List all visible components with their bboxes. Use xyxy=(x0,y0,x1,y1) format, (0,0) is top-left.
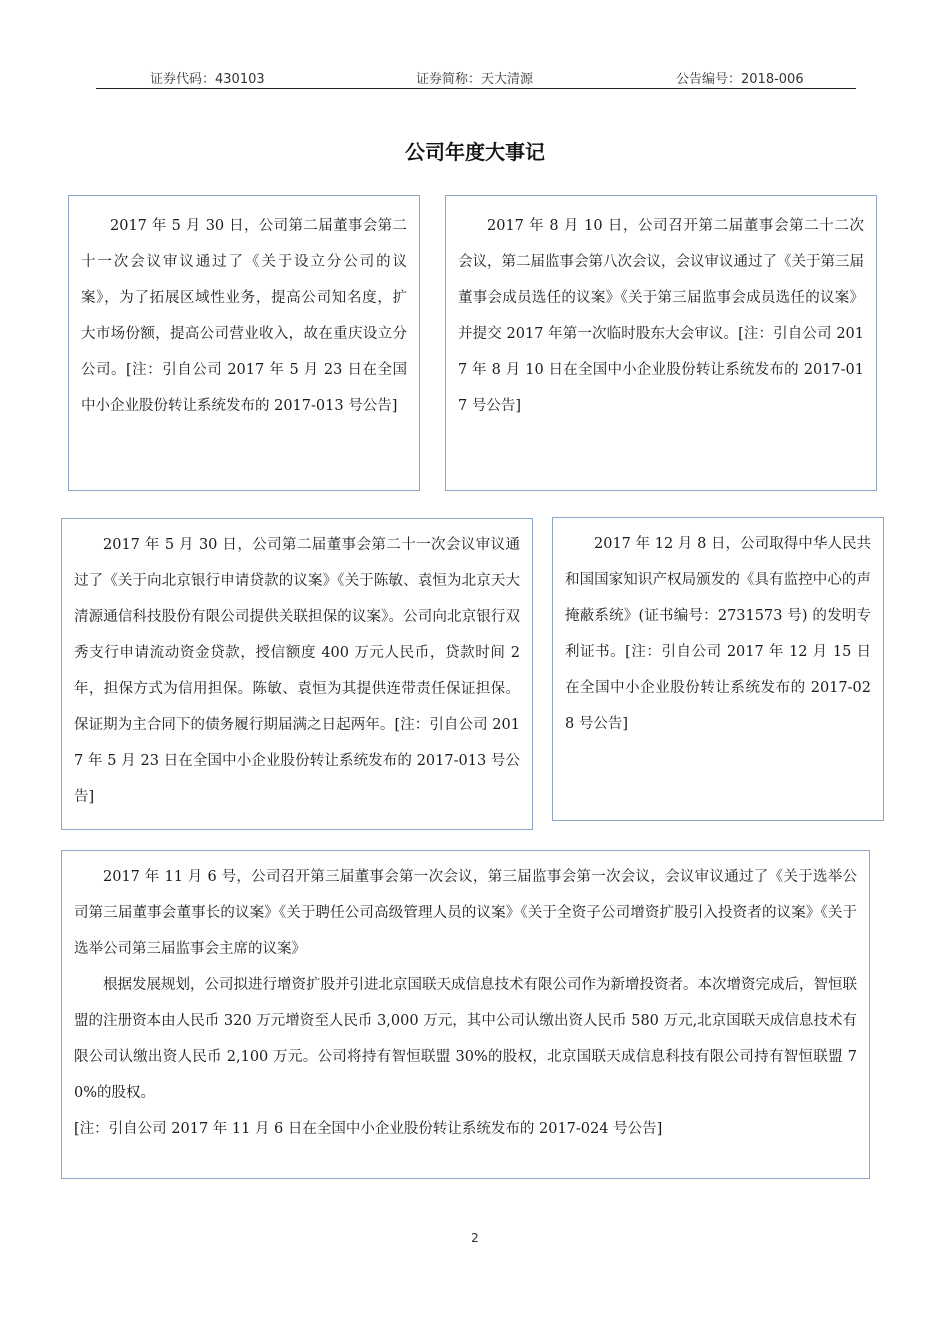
event-text: 根据发展规划，公司拟进行增资扩股并引进北京国联天成信息技术有限公司作为新增投资者。本次增资完成后，智恒联盟的注册资本由人民币 320 万元增资至人民币 3,000 万元，其中公司认缴出资人民币 580 万元,北京国联天成信息技术有限公司认缴出资人民币 2,100 万元。公司将持有智恒联盟 30%的股权，北京国联天成信息科技有限公司持有智恒联盟 70%的股权。 xyxy=(74,977,857,1101)
security-code: 证券代码：430103 xyxy=(150,72,265,87)
event-note: [注：引自公司 2017 年 11 月 6 日在全国中小企业股份转让系统发布的 2017-024 号公告] xyxy=(74,1121,663,1137)
event-box-4 xyxy=(552,517,884,821)
event-text: 2017 年 5 月 30 日，公司第二届董事会第二十一次会议审议通过了《关于向北京银行申请贷款的议案》《关于陈敏、袁恒为北京天大清源通信科技股份有限公司提供关联担保的议案》。公司向北京银行双秀支行申请流动资金贷款，授信额度 400 万元人民币，贷款时间 2 年，担保方式为信用担保。陈敏、袁恒为其提供连带责任保证担保。保证期为主合同下的债务履行期届满之日起两年。[注：引自公司 2017 年 5 月 23 日在全国中小企业股份转让系统发布的 2017-013 号公告] xyxy=(74,537,520,805)
event-text: 2017 年 11 月 6 号，公司召开第三届董事会第一次会议，第三届监事会第一次会议，会议审议通过了《关于选举公司第三届董事会董事长的议案》《关于聘任公司高级管理人员的议案》《关于全资子公司增资扩股引入投资者的议案》《关于选举公司第三届监事会主席的议案》 xyxy=(74,869,857,957)
event-text: 2017 年 5 月 30 日，公司第二届董事会第二十一次会议审议通过了《关于设立分公司的议案》，为了拓展区域性业务，提高公司知名度，扩大市场份额，提高公司营业收入，故在重庆设立分公司。[注：引自公司 2017 年 5 月 23 日在全国中小企业股份转让系统发布的 2017-013 号公告] xyxy=(81,218,407,414)
event-text: 2017 年 8 月 10 日，公司召开第二届董事会第二十二次会议，第二届监事会第八次会议，会议审议通过了《关于第三届董事会成员选任的议案》《关于第三届监事会成员选任的议案》并提交 2017 年第一次临时股东大会审议。[注：引自公司 2017 年 8 月 10 日在全国中小企业股份转让系统发布的 2017-017 号公告] xyxy=(458,218,864,414)
page-header xyxy=(96,66,856,89)
page-number: 2 xyxy=(471,1231,479,1245)
security-short-name: 证券简称：天大清源 xyxy=(416,72,534,87)
notice-number: 公告编号：2018-006 xyxy=(676,72,804,87)
event-box-5 xyxy=(61,850,870,1179)
event-box-2 xyxy=(445,195,877,491)
event-box-3 xyxy=(61,518,533,830)
event-text: 2017 年 12 月 8 日，公司取得中华人民共和国国家知识产权局颁发的《具有监控中心的声掩蔽系统》(证书编号：2731573 号) 的发明专利证书。[注：引自公司 2017 年 12 月 15 日在全国中小企业股份转让系统发布的 2017-028 号公告] xyxy=(565,536,871,732)
page-title: 公司年度大事记 xyxy=(405,140,545,164)
event-box-1 xyxy=(68,195,420,491)
